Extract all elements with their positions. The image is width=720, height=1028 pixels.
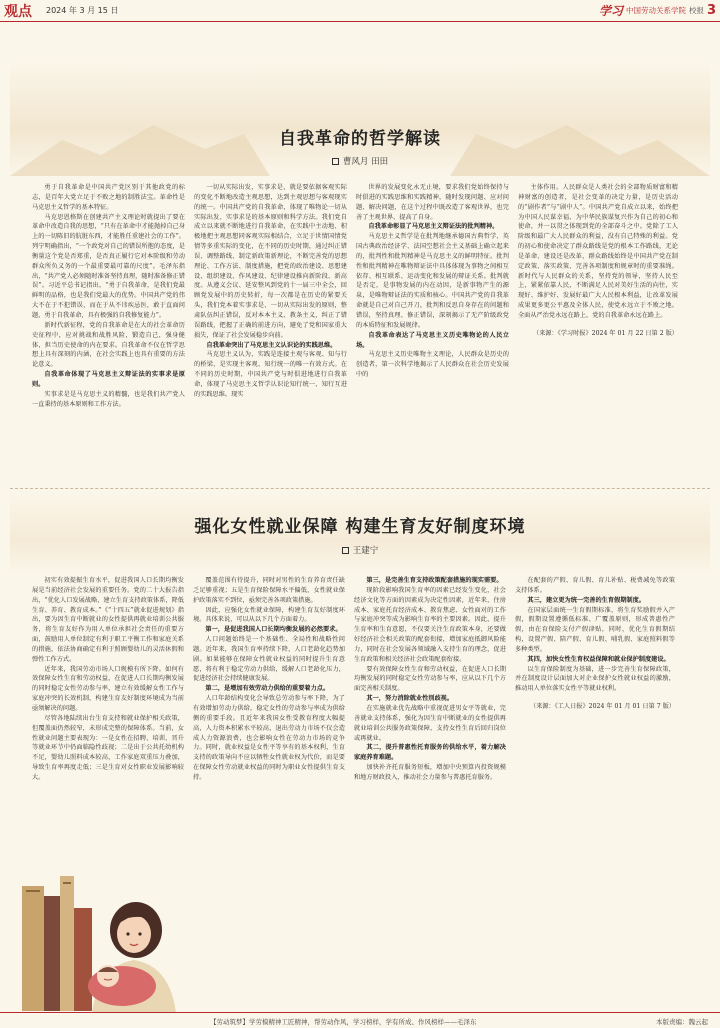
paragraph: 世界的发展变化永无止境，要求我们党始终保持与时俱进的实践思维和实践精神，随时发现问题、应对问题、解决问题，在这个过程中既改造了客观世界，也完善了主观世界，提高了自身。: [356, 184, 509, 221]
article1-column-4: [518, 183, 678, 483]
mother-baby-illustration: [18, 868, 188, 1013]
paragraph: 人口问题始终是一个基础性、全局性和战略性问题。近年来，我国生育率持续下降，人口老龄化趋势加剧。如果能够在保障女性就业权益的同时提升生育意愿，将有利于稳定劳动力供给，缓解人口老龄化压力，促进经济社会持续健康发展。: [193, 636, 345, 683]
paragraph: 在国家层面统一生育假期标准，将生育奖励假并入产假，假期设置遵循低标准、广覆盖原则，形成普惠性产假，由在育保险支付产假津贴，同时，优化生育假期结构，设置产假、陪产假、育儿假、哺乳假、家庭照料假等多种类型。: [515, 606, 675, 653]
subheading: 自我革命突出了马克思主义认识论的实践思维。: [206, 341, 337, 349]
edition-label: 校报: [688, 6, 704, 15]
article2-column-2: [193, 576, 345, 976]
article2-column-3: [354, 576, 506, 976]
paragraph: 一切从实际出发，实事求是，就是要依据客观实际的变化不断地改造主观思想，达到主观思想与客观现实的统一。中国共产党的自我革命，体现了唯物论一切从实际出发、实事求是的基本原则和科学方法。我们党自成立以来就不断地进行自我革命，在实践中主动地、积极地把主观思想同客观实际相结合，立足于世情国情党情等多重实际的变化，在不同的历史时期，通过纠正错误、调整路线、制定新政策新理论，不断完善党的思想理论、工作方法、制度措施，把党的政治建设、思想建设、组织建设、作风建设、纪律建设推向新阶段、新高度。从遵义会议、延安整风到党的十一届三中全会，回顾党发展中的历史转折，每一次都是在历史的紧要关头，我们党本着实事求是、一切从实际出发的原则，整肃队伍纠正错误，反对本本主义、教条主义，纠正了错误路线，把握了正确的前进方向，避免了党和国家重大损失，保证了社会发展稳步向前。: [194, 184, 347, 339]
footer-editor: 本版责编：魏云起: [656, 1018, 708, 1026]
subheading: 自我革命表达了马克思主义历史唯物论的人民立场。: [356, 331, 509, 349]
newspaper-logo: 学习: [598, 4, 623, 18]
article2-column-4: [515, 576, 675, 976]
paragraph: 初实有效提振生育水平，促进我国人口长期均衡发展是当前经济社会发展的重要任务。党的二十大报告指出，“优化人口发展战略，建立生育支持政策体系，降低生育、养育、教育成本。”《“十四五”就业促进规划》指出，要为因生育中断就业的女性提供再就业培训公共服务，将生育友好作为用人单位承担社会责任的重要方面，鼓励用人单位制定有利于职工平衡工作和家庭关系的措施，依法协商确定有利于照顾婴幼儿的灵活休假和弹性工作方式。: [32, 577, 184, 663]
paragraph: 覆盖范围有待提升，同时对男性的生育养育责任缺乏足够重视；五是生育保险保障水平偏低，女性就业保护政策落实不到位，亟须完善各项政策措施。: [193, 577, 345, 604]
article1-column-2: [194, 183, 347, 483]
subheading: 其四，加快女性生育权益保障和就业保护制度建设。: [527, 655, 670, 663]
paragraph: 近年来，我国劳动市场人口规模有所下降。如何有效保障女性生育和劳动权益，在促进人口长期均衡发展的同时稳定女性劳动参与率，建立有效缓解女性工作与家庭冲突的长效机制，构建生育友好制度环境成为当前亟须解决的问题。: [32, 665, 184, 712]
subheading: 其二，提升普惠性托育服务的供给水平，着力解决家庭养育难题。: [354, 744, 506, 762]
paragraph: 以生育保险制度为基础，进一步完善生育保障政策，并在制度设计层面加大对企业保护女性就业权益的激励，推动用人单位落实女性平等就业权利。: [515, 665, 675, 693]
article2-byline: [0, 544, 720, 556]
subheading: 其三，建立更为统一完善的生育假期制度。: [527, 596, 645, 604]
footer-motto: 【劳动筑梦】学劳模精神工匠精神，帮劳动作风，学习榜样，学有所成、作风榜样——毛泽东: [210, 1018, 477, 1026]
paragraph: 尽管各地陆续出台生育支持和就业保护相关政策，但覆盖面仍然较窄，未形成完整的保障体系。当前，女性就业问题主要表现为：一是女性在招聘、培训、晋升等就业环节中仍面临隐性歧视；二是出于公共托幼机构不足，婴幼儿照料成本较高，工作家庭双重压力叠加，导致生育率再度走低；三是生育对女性职业发展影响较大。: [32, 714, 184, 781]
paragraph: 实事求是是马克思主义的精髓，也是我们共产党人一直秉持的基本原则和工作方法。: [32, 390, 185, 408]
paragraph: 在实施就业优先战略中重视促进男女平等就业，完善就业支持体系，强化为因生育中断就业的女性提供再就业培训公共服务政策保障，支持女性生育后回归岗位或再就业。: [354, 704, 506, 742]
subheading: 其一，努力消除就业性别歧视。: [366, 695, 454, 703]
paper-name: 中国劳动关系学院: [625, 6, 686, 15]
source-citation: （来源：《工人日报》2024 年 01 月 01 日第 7 版）: [529, 703, 675, 711]
books-stack-icon: [22, 876, 92, 1011]
page-footer: [0, 1012, 720, 1028]
paragraph: 马克思主义哲学是在批判地继承德国古典哲学、英国古典政治经济学、法国空想社会主义基础上确立起来的，批判性和批判精神是马克思主义的鲜明特征。批判性和批判精神在唯物辩证法中具体体现为事物之间相互依存、相互联系、运动变化和发展的辩证关系。批判就是否定，是事物发展的内在动因，是新事物产生的源泉，是唯物辩证法的实质和核心。中国共产党的自我革命就是自己对自己开刀，批判和反思自身存在的问题和错误，坚持真理、修正错误，深刻揭示了无产阶级政党的本质特征和发展规律。: [356, 233, 509, 329]
subheading: 第二，是增加有效劳动力供给的重要着力点。: [205, 685, 330, 693]
article1-column-1: [32, 183, 185, 483]
paragraph: 在配套的产假、育儿假、育儿补贴、税费减免等政策支持体系。: [515, 577, 675, 594]
article2-author: 王建宁: [352, 546, 379, 556]
article1-authors: 曹风月 田田: [342, 157, 389, 167]
byline-box-icon: [332, 158, 339, 165]
paragraph: 新时代新征程，党的自我革命是在大的社会革命历史征程中，应对挑战和战胜风险，锻造自己，强身健体，担当历史使命的内在要求。自我革命不仅在哲学思想上具有深刻的内涵，在社会实践上也具有重要的方法论意义。: [32, 321, 185, 369]
article2-column-1: [32, 576, 184, 864]
subheading: 第一，是促进我国人口长期均衡发展的必然要求。: [205, 626, 342, 634]
paragraph: 马克思恩格斯在创建共产主义理论时就提出了要在革命中改造自我的思想，“只有在革命中才能抛掉自己身上的一切陈旧的肮脏东西，才能胜任重建社会的工作”。列宁明确指出，“一个政党对自己的错误所抱的态度，是衡量这个党是否郑重，是否真正履行它对本阶级和劳动群众所负义务的一个最重要最可靠的尺度”。毛泽东指出，“共产党人必须随时准备坚持真理，随时准备修正错误”。习近平总书记指出，“勇于自我革命，是我们党最鲜明的品格，也是我们党最大的优势。中国共产党的伟大不在于不犯错误，而在于从不讳疾忌医，敢于直面问题，勇于自我革命，具有极强的自我修复能力”。: [32, 213, 185, 319]
byline-box-icon: [342, 547, 349, 554]
paragraph: 勇于自我革命是中国共产党区别于其他政党的标志，是百年大党立足于不败之地的制胜法宝。革命性是马克思主义哲学的基本特征。: [32, 184, 185, 211]
masthead: [599, 2, 716, 19]
paragraph: 因此，应强化女性就业保障，构建生育友好制度环境。具体来说，可以从以下几个方面着力。: [193, 606, 345, 624]
paragraph: 人口年龄结构变化会导致总劳动参与率下降，为了有效增加劳动力供给，稳定女性的劳动参与率成为供给侧的重要手段。且近年来我国女性受教育程度大幅提高，人力资本积累水平较高，退出劳动力市场不仅会造成人力资源浪费，也会影响女性在劳动力市场的竞争力。同时，就业权益是女性平等享有的基本权利，生育支持的政策导向不应以牺牲女性就业权为代价，而是要在保障女性劳动就业权益的同时为职业女性提供生育支持。: [193, 695, 345, 781]
paragraph: 现阶段影响我国生育率的因素已经发生变化，社会经济文化等方面的因素成为决定性因素，近年来，住房成本、家庭托育经济成本、教育焦虑、女性面对的工作与家庭冲突等成为影响生育率的主要因素。因此，提升生育率和生育意愿，不仅要关注生育政策本身，还要做好经济社会相关政策的配套衔接，增加家庭抵御风险能力，同时在社会发展各领域融入支持生育的理念，促进生育政策和相关经济社会政策配套衔接。: [354, 586, 506, 663]
article2-title: 强化女性就业保障 构建生育友好制度环境: [194, 517, 526, 537]
paragraph: 马克思主义历史唯物主义理论，人民群众是历史的创造者，第一次科学地揭示了人民群众在社会历史发展中的: [356, 351, 509, 379]
section-name: 观点: [4, 4, 32, 20]
paragraph: 要有效保障女性生育和劳动权益，在促进人口长期均衡发展的同时稳定女性劳动参与率，应从以下几个方面完善相关制度。: [354, 665, 506, 693]
page-number: 3: [706, 3, 716, 18]
issue-date: 2024 年 3 月 15 日: [46, 6, 119, 15]
paragraph: 主体作用。人民群众是人类社会的全部物质财富和精神财富的创造者，是社会变革的决定力量，是历史活动的“剧作者”与“剧中人”。中国共产党自成立以来，始终把为中国人民谋幸福、为中华民族谋复兴作为自己的初心和使命，并一以贯之体现到党的全部奋斗之中。党除了工人阶级和最广大人民群众的利益，没有自己特殊的利益。党的初心和使命决定了群众路线是党的根本工作路线，无论是革命、建设还是改革，群众路线始终是中国共产党在制定政策、落实政策、完善各项制度和规章时的重要准绳。新时代与人民群众的关系，坚持党的领导，坚持人民至上，紧紧依靠人民，不断满足人民对美好生活的向往，实现好、维护好、发展好最广大人民根本利益，让改革发展成果更多更公平惠及全体人民，使党永远立于不败之地。全面从严治党永远在路上，党的自我革命永远在路上。: [518, 184, 678, 319]
page-header: [0, 0, 720, 22]
article1-title: 自我革命的哲学解读: [279, 129, 441, 149]
article1-column-3: [356, 183, 509, 483]
subheading: 自我革命体现了马克思主义辩证法的实事求是原则。: [32, 371, 185, 388]
paragraph: 马克思主义认为，实践是连接主观与客观、知与行的桥梁，是实现主客观、知行统一的唯一有效方式。在不同的历史时期，中国共产党与时俱进地进行自我革命，体现了马克思主义哲学认识论知行统一、知行互进的实践思维。现实: [194, 351, 347, 398]
paragraph: 加快补齐托育服务短板，增加中央预算内投资规模和地方财政投入，推动社会力量参与普惠托育服务。: [354, 764, 506, 781]
section-divider: [10, 488, 710, 489]
article1-byline: [0, 155, 720, 167]
subheading: 自我革命彰显了马克思主义辩证法的批判精神。: [368, 223, 499, 231]
subheading: 第三，是完善生育支持政策配套措施的现实需要。: [366, 577, 503, 584]
source-citation: （来源：《学习时报》2024 年 01 月 22 日第 2 版）: [532, 329, 678, 337]
